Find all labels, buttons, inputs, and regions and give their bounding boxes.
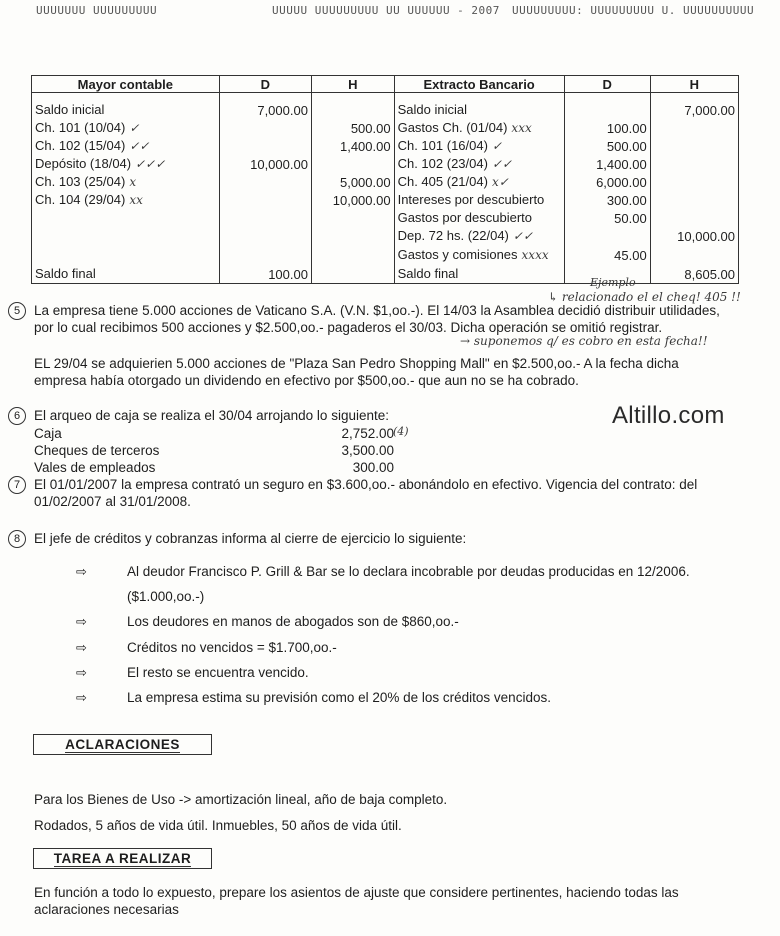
cell-credit: 8,605.00 xyxy=(650,265,738,284)
cell-credit xyxy=(650,191,738,209)
cell-extracto xyxy=(394,209,564,227)
entry-label: Ch. 104 (29/04) xyxy=(35,192,126,207)
table-row xyxy=(32,245,739,265)
check-mark: x xyxy=(129,175,137,189)
handwritten-note: Ejemplo xyxy=(590,276,636,289)
cell-credit xyxy=(311,155,394,173)
cell-extracto xyxy=(394,191,564,209)
cash-label: Cheques de terceros xyxy=(34,443,160,458)
header-right: UUUUUUUUU: UUUUUUUUU U. UUUUUUUUUU xyxy=(512,4,755,17)
cell-debit: 100.00 xyxy=(219,265,311,284)
bullet-text: El resto se encuentra vencido. xyxy=(127,665,309,680)
entry-label: Saldo final xyxy=(397,266,459,281)
cell-mayor xyxy=(32,155,220,173)
cell-extracto xyxy=(394,93,564,120)
cell-mayor xyxy=(32,137,220,155)
cell-debit xyxy=(219,245,311,265)
entry-label: Saldo inicial xyxy=(35,102,105,117)
cell-mayor xyxy=(32,209,220,227)
arrow-bullet-icon: ⇨ xyxy=(76,564,87,579)
cell-credit: 7,000.00 xyxy=(650,93,738,120)
section-title-aclaraciones xyxy=(33,734,212,755)
section-title-text: ACLARACIONES xyxy=(65,737,180,752)
aclaraciones-line-1: Para los Bienes de Uso -> amortización lineal, año de baja completo. xyxy=(34,792,448,807)
item-7-paragraph: El 01/01/2007 la empresa contrató un seguro en $3.600,oo.- abonándolo en efectivo. Vigencia del contrato: del 01/02/2007 al 31/01/2008. xyxy=(34,477,698,509)
cell-debit xyxy=(564,227,650,245)
entry-label: Gastos y comisiones xyxy=(397,247,518,262)
table-row xyxy=(32,155,739,173)
cell-extracto xyxy=(394,155,564,173)
cell-mayor xyxy=(32,93,220,120)
entry-label: Ch. 101 (10/04) xyxy=(35,120,126,135)
table-row xyxy=(32,191,739,209)
aclaraciones-line-2: Rodados, 5 años de vida útil. Inmuebles, 50 años de vida útil. xyxy=(34,818,402,833)
cell-mayor xyxy=(32,227,220,245)
handwritten-note: ↳ relacionado el el cheq! 405 !! xyxy=(548,290,741,304)
item-8-intro: El jefe de créditos y cobranzas informa al cierre de ejercicio lo siguiente: xyxy=(34,531,467,546)
cell-extracto xyxy=(394,265,564,284)
cash-value: 2,752.00 xyxy=(341,426,394,441)
table-row xyxy=(32,173,739,191)
entry-label: Saldo final xyxy=(35,266,96,281)
table-row xyxy=(32,227,739,245)
cell-debit xyxy=(219,119,311,137)
cell-debit xyxy=(564,93,650,120)
cash-count-list xyxy=(34,425,394,476)
handwritten-mark: (4) xyxy=(393,425,409,438)
cell-credit xyxy=(650,119,738,137)
check-mark: ✓ xyxy=(491,139,502,153)
check-mark: x✓ xyxy=(491,175,509,189)
cell-mayor xyxy=(32,173,220,191)
bullet-text: Los deudores en manos de abogados son de $860,oo.- xyxy=(127,614,459,629)
col-header-mayor: Mayor contable xyxy=(32,76,220,93)
check-mark: ✓ xyxy=(129,121,140,135)
item-number-8: 8 xyxy=(8,530,26,548)
cell-extracto xyxy=(394,119,564,137)
section-title-tarea xyxy=(33,848,212,869)
table-row xyxy=(32,119,739,137)
cell-debit xyxy=(219,227,311,245)
entry-label: Ch. 103 (25/04) xyxy=(35,174,126,189)
cell-extracto xyxy=(394,137,564,155)
cell-debit xyxy=(219,137,311,155)
bullet-text: La empresa estima su previsión como el 20% de los créditos vencidos. xyxy=(127,690,551,705)
table-body xyxy=(32,93,739,284)
check-mark: xx xyxy=(129,193,143,207)
cell-debit xyxy=(219,191,311,209)
cell-debit xyxy=(219,173,311,191)
cell-credit xyxy=(650,209,738,227)
cell-extracto xyxy=(394,245,564,265)
check-mark: ✓✓ xyxy=(512,229,533,243)
watermark-logo: Altillo.com xyxy=(612,402,725,429)
list-item xyxy=(34,459,394,476)
cell-mayor xyxy=(32,245,220,265)
cell-credit xyxy=(311,209,394,227)
cell-debit: 7,000.00 xyxy=(219,93,311,120)
col-header-debit: D xyxy=(564,76,650,93)
list-item xyxy=(34,425,394,442)
reconciliation-table xyxy=(31,75,739,284)
cell-credit: 10,000.00 xyxy=(311,191,394,209)
col-header-credit: H xyxy=(311,76,394,93)
entry-label: Intereses por descubierto xyxy=(397,192,545,207)
table-row xyxy=(32,137,739,155)
cell-credit xyxy=(650,137,738,155)
cell-debit xyxy=(219,209,311,227)
col-header-debit: D xyxy=(219,76,311,93)
cell-credit xyxy=(311,245,394,265)
entry-label: Ch. 102 (15/04) xyxy=(35,138,126,153)
section-title-text: TAREA A REALIZAR xyxy=(53,851,192,866)
col-header-extracto: Extracto Bancario xyxy=(394,76,564,93)
table-row xyxy=(32,93,739,120)
bullet-text: ($1.000,oo.-) xyxy=(127,589,205,604)
col-header-credit: H xyxy=(650,76,738,93)
cell-credit xyxy=(311,227,394,245)
bullet-text: Créditos no vencidos = $1.700,oo.- xyxy=(127,640,337,655)
arrow-bullet-icon: ⇨ xyxy=(76,665,87,680)
item-number-6: 6 xyxy=(8,407,26,425)
cell-mayor xyxy=(32,119,220,137)
cell-extracto xyxy=(394,227,564,245)
entry-label: Depósito (18/04) xyxy=(35,156,132,171)
cell-credit xyxy=(650,155,738,173)
cell-debit: 1,400.00 xyxy=(564,155,650,173)
handwritten-note: → suponemos q/ es cobro en esta fecha!! xyxy=(460,334,708,348)
cash-value: 3,500.00 xyxy=(341,443,394,458)
cash-label: Caja xyxy=(34,426,62,441)
cell-debit: 100.00 xyxy=(564,119,650,137)
cash-label: Vales de empleados xyxy=(34,460,156,475)
cell-credit xyxy=(650,245,738,265)
header-left: UUUUUUU UUUUUUUUU xyxy=(36,4,158,17)
arrow-bullet-icon: ⇨ xyxy=(76,640,87,655)
arrow-bullet-icon: ⇨ xyxy=(76,614,87,629)
cash-value: 300.00 xyxy=(352,460,394,475)
cell-extracto xyxy=(394,173,564,191)
entry-label: Ch. 405 (21/04) xyxy=(397,174,488,189)
entry-label: Ch. 102 (23/04) xyxy=(397,156,488,171)
entry-label: Gastos Ch. (01/04) xyxy=(397,120,508,135)
cell-credit: 500.00 xyxy=(311,119,394,137)
item-5-paragraph-1: La empresa tiene 5.000 acciones de Vaticano S.A. (V.N. $1,oo.-). El 14/03 la Asamblea decidió distribuir utilidades, por lo cual recibimos 500 acciones y $2.500,oo.- pagaderos el 30/03. Dicha operación se omitió registrar. xyxy=(34,303,720,335)
cell-debit: 300.00 xyxy=(564,191,650,209)
table-header-row xyxy=(32,76,739,93)
item-number-5: 5 xyxy=(8,302,26,320)
cell-debit: 6,000.00 xyxy=(564,173,650,191)
tarea-paragraph: En función a todo lo expuesto, prepare los asientos de ajuste que considere pertinentes, haciendo todas las aclaraciones necesarias xyxy=(34,885,679,917)
header-center: UUUUU UUUUUUUUU UU UUUUUU - 2007 xyxy=(272,4,500,17)
cell-debit: 45.00 xyxy=(564,245,650,265)
item-5-paragraph-2: EL 29/04 se adquierien 5.000 acciones de "Plaza San Pedro Shopping Mall" en $2.500,oo.- A la fecha dicha empresa había otorgado un dividendo en efectivo por $500,oo.- que aun no se ha cobrado. xyxy=(34,356,679,388)
check-mark: ✓✓✓ xyxy=(135,157,166,171)
cell-credit: 10,000.00 xyxy=(650,227,738,245)
arrow-bullet-icon: ⇨ xyxy=(76,690,87,705)
table-row xyxy=(32,209,739,227)
item-6-intro: El arqueo de caja se realiza el 30/04 arrojando lo siguiente: xyxy=(34,408,389,423)
check-mark: xxxx xyxy=(521,248,549,262)
check-mark: ✓✓ xyxy=(129,139,150,153)
bullet-text: Al deudor Francisco P. Grill & Bar se lo declara incobrable por deudas producidas en 12/2006. xyxy=(127,564,690,579)
check-mark: xxx xyxy=(511,121,532,135)
cell-credit xyxy=(311,265,394,284)
cell-debit: 500.00 xyxy=(564,137,650,155)
cell-debit: 10,000.00 xyxy=(219,155,311,173)
cell-credit: 5,000.00 xyxy=(311,173,394,191)
item-number-7: 7 xyxy=(8,476,26,494)
list-item xyxy=(34,442,394,459)
cell-credit xyxy=(311,93,394,120)
cell-credit xyxy=(650,173,738,191)
cell-credit: 1,400.00 xyxy=(311,137,394,155)
entry-label: Dep. 72 hs. (22/04) xyxy=(397,228,509,243)
check-mark: ✓✓ xyxy=(491,157,513,171)
cell-mayor xyxy=(32,265,220,284)
cell-mayor xyxy=(32,191,220,209)
entry-label: Gastos por descubierto xyxy=(397,210,532,225)
entry-label: Saldo inicial xyxy=(397,102,467,117)
cell-debit: 50.00 xyxy=(564,209,650,227)
entry-label: Ch. 101 (16/04) xyxy=(397,138,488,153)
